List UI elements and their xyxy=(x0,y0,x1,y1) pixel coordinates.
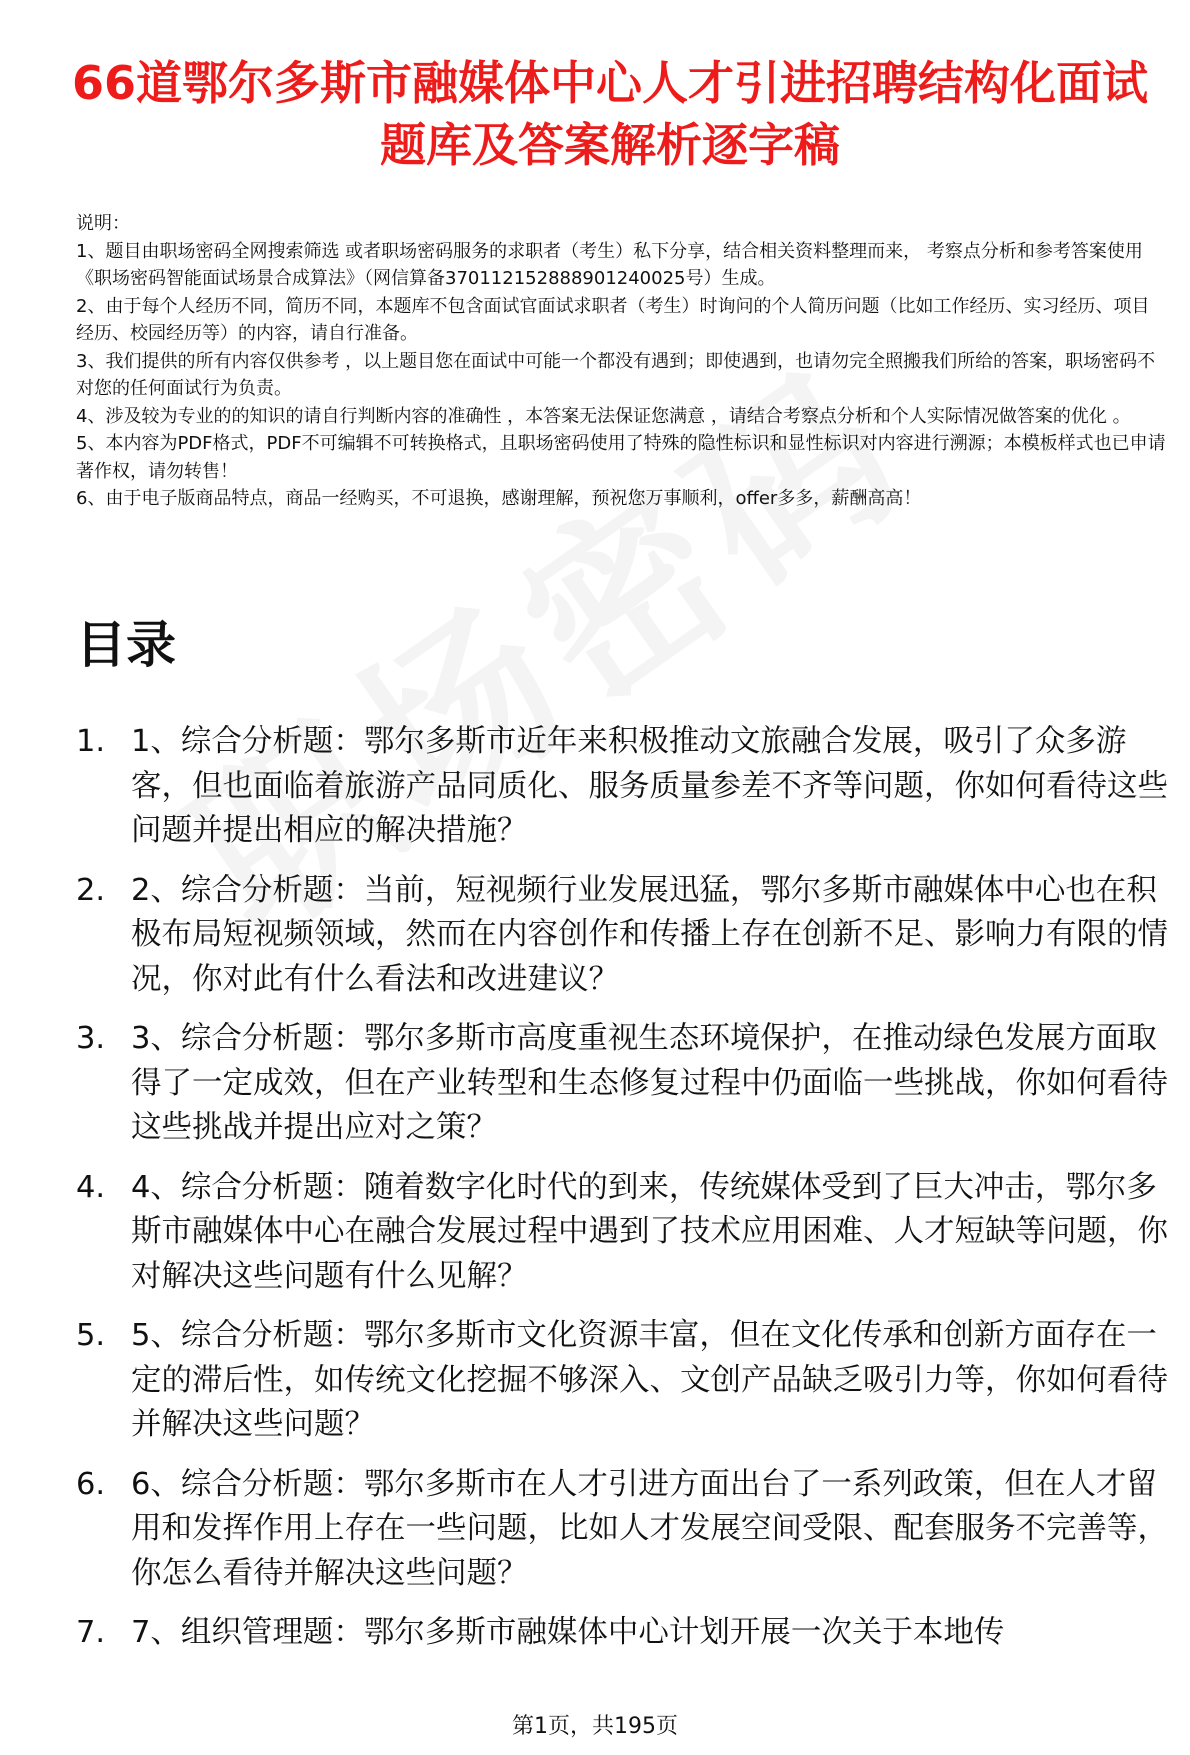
toc-item-text[interactable]: 5、综合分析题：鄂尔多斯市文化资源丰富，但在文化传承和创新方面存在一定的滞后性，如传统文化挖掘不够深入、文创产品缺乏吸引力等，你如何看待并解决这些问题？ xyxy=(131,1318,1168,1442)
toc-item[interactable] xyxy=(76,1463,1170,1597)
toc-item-number: 6. xyxy=(76,1466,106,1502)
toc-heading: 目录 xyxy=(76,616,176,674)
toc-item-text[interactable]: 4、综合分析题：随着数字化时代的到来，传统媒体受到了巨大冲击，鄂尔多斯市融媒体中心在融合发展过程中遇到了技术应用困难、人才短缺等问题，你对解决这些问题有什么见解？ xyxy=(131,1169,1168,1294)
toc-item[interactable] xyxy=(76,1166,1170,1300)
note-item: 2、由于每个人经历不同，简历不同，本题库不包含面试官面试求职者（考生）时询问的个人简历问题（比如工作经历、实习经历、项目经历、校园经历等）的内容，请自行准备。 xyxy=(76,295,1150,344)
toc-item-text[interactable]: 3、综合分析题：鄂尔多斯市高度重视生态环境保护，在推动绿色发展方面取得了一定成效，但在产业转型和生态修复过程中仍面临一些挑战，你如何看待这些挑战并提出应对之策？ xyxy=(131,1021,1168,1145)
toc-item-number: 3. xyxy=(76,1021,106,1056)
notes-section xyxy=(76,210,1166,513)
toc-item-text[interactable]: 7、组织管理题：鄂尔多斯市融媒体中心计划开展一次关于本地传 xyxy=(131,1615,1005,1650)
note-item: 1、题目由职场密码全网搜索筛选 或者职场密码服务的求职者（考生）私下分享，结合相关资料整理而来， 考察点分析和参考答案使用《职场密码智能面试场景合成算法》（网信算备370112152888901240025号）生成。 xyxy=(76,240,1143,289)
toc-item-text[interactable]: 2、综合分析题：当前，短视频行业发展迅猛，鄂尔多斯市融媒体中心也在积极布局短视频领域，然而在内容创作和传播上存在创新不足、影响力有限的情况，你对此有什么看法和改进建议？ xyxy=(131,872,1168,997)
toc-item-text[interactable]: 1、综合分析题：鄂尔多斯市近年来积极推动文旅融合发展，吸引了众多游客，但也面临着旅游产品同质化、服务质量参差不齐等问题，你如何看待这些问题并提出相应的解决措施？ xyxy=(131,724,1168,848)
toc-item[interactable] xyxy=(76,720,1170,854)
toc-item[interactable] xyxy=(76,1611,1170,1656)
toc-item-number: 7. xyxy=(76,1615,106,1650)
toc-item-number: 1. xyxy=(76,724,106,759)
toc-list xyxy=(76,720,1170,1671)
toc-item-number: 4. xyxy=(76,1169,106,1205)
toc-item[interactable] xyxy=(76,1314,1170,1448)
toc-item-number: 2. xyxy=(76,872,106,908)
page-footer: 第1页，共195页 xyxy=(512,1714,678,1739)
document-title: 66道鄂尔多斯市融媒体中心人才引进招聘结构化面试题库及答案解析逐字稿 xyxy=(71,56,1148,172)
note-item: 3、我们提供的所有内容仅供参考 ，以上题目您在面试中可能一个都没有遇到；即使遇到，也请勿完全照搬我们所给的答案，职场密码不对您的任何面试行为负责。 xyxy=(76,350,1156,399)
note-item: 6、由于电子版商品特点，商品一经购买，不可退换，感谢理解，预祝您万事顺利，offer多多，薪酬高高！ xyxy=(76,488,922,509)
toc-item-number: 5. xyxy=(76,1318,106,1353)
toc-item-text[interactable]: 6、综合分析题：鄂尔多斯市在人才引进方面出台了一系列政策，但在人才留用和发挥作用上存在一些问题，比如人才发展空间受限、配套服务不完善等，你怎么看待并解决这些问题？ xyxy=(131,1466,1168,1591)
note-item: 5、本内容为PDF格式，PDF不可编辑不可转换格式，且职场密码使用了特殊的隐性标识和显性标识对内容进行溯源；本模板样式也已申请著作权，请勿转售！ xyxy=(76,433,1166,482)
note-item: 4、涉及较为专业的的知识的请自行判断内容的准确性 ，本答案无法保证您满意 ，请结合考察点分析和个人实际情况做答案的优化 。 xyxy=(76,405,1131,427)
notes-heading: 说明： xyxy=(76,213,130,234)
toc-item[interactable] xyxy=(76,1017,1170,1151)
toc-item[interactable] xyxy=(76,869,1170,1003)
